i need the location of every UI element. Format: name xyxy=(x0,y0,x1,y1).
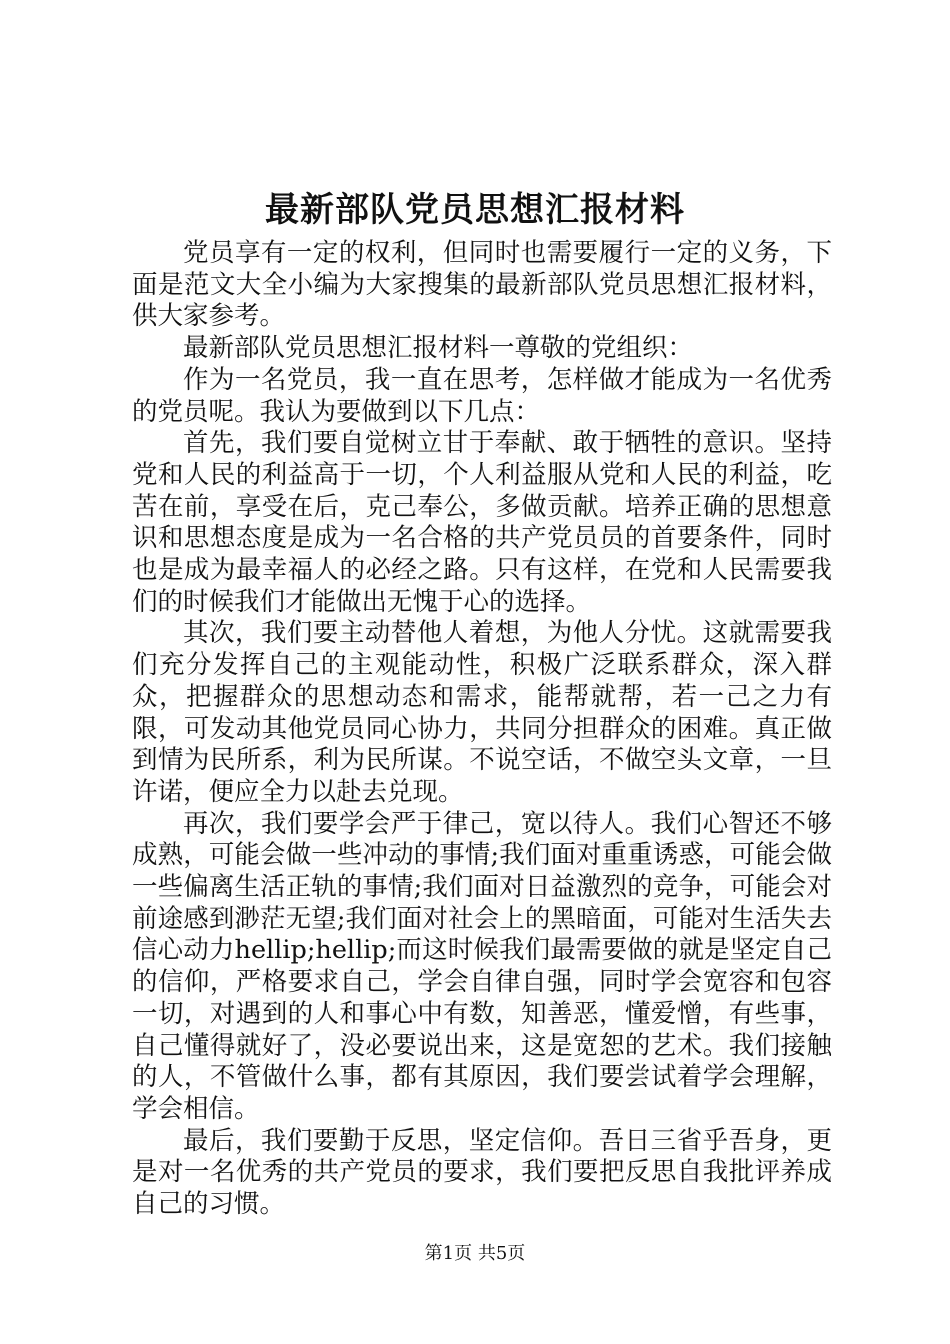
paragraph-final-point: 最后，我们要勤于反思，坚定信仰。吾日三省乎吾身，更是对一名优秀的共产党员的要求，我们要把反思自我批评养成自己的习惯。 xyxy=(132,1125,832,1220)
paragraph-salutation: 最新部队党员思想汇报材料一尊敬的党组织： xyxy=(183,333,694,364)
paragraph-intro: 党员享有一定的权利，但同时也需要履行一定的义务，下面是范文大全小编为大家搜集的最新部队党员思想汇报材料，供大家参考。 xyxy=(132,238,832,332)
paragraph-second-point: 其次，我们要主动替他人着想，为他人分忧。这就需要我们充分发挥自己的主观能动性，积极广泛联系群众，深入群众，把握群众的思想动态和需求，能帮就帮，若一己之力有限，可发动其他党员同心协力，共同分担群众的困难。真正做到情为民所系，利为民所谋。不说空话，不做空头文章，一旦许诺，便应全力以赴去兑现。 xyxy=(132,618,832,807)
paragraph-third-point: 再次，我们要学会严于律己，宽以待人。我们心智还不够成熟，可能会做一些冲动的事情;我们面对重重诱惑，可能会做一些偏离生活正轨的事情;我们面对日益激烈的竞争，可能会对前途感到渺茫无望;我们面对社会上的黑暗面，可能对生活失去信心动力hellip;hellip;而这时候我们最需要做的就是坚定自己的信仰，严格要求自己，学会自律自强，同时学会宽容和包容一切，对遇到的人和事心中有数，知善恶，懂爱憎，有些事，自己懂得就好了，没必要说出来，这是宽恕的艺术。我们接触的人，不管做什么事，都有其原因，我们要尝试着学会理解，学会相信。 xyxy=(132,808,832,1124)
page-title: 最新部队党员思想汇报材料 xyxy=(265,190,685,230)
paragraph-first-point: 首先，我们要自觉树立甘于奉献、敢于牺牲的意识。坚持党和人民的利益高于一切，个人利益服从党和人民的利益，吃苦在前，享受在后，克己奉公，多做贡献。培养正确的思想意识和思想态度是成为一名合格的共产党员员的首要条件，同时也是成为最幸福人的必经之路。只有这样，在党和人民需要我们的时候我们才能做出无愧于心的选择。 xyxy=(132,428,832,617)
paragraph-opening: 作为一名党员，我一直在思考，怎样做才能成为一名优秀的党员呢。我认为要做到以下几点： xyxy=(132,364,832,427)
document-body xyxy=(132,238,832,1221)
page-number-footer: 第1页 共5页 xyxy=(424,1243,526,1264)
